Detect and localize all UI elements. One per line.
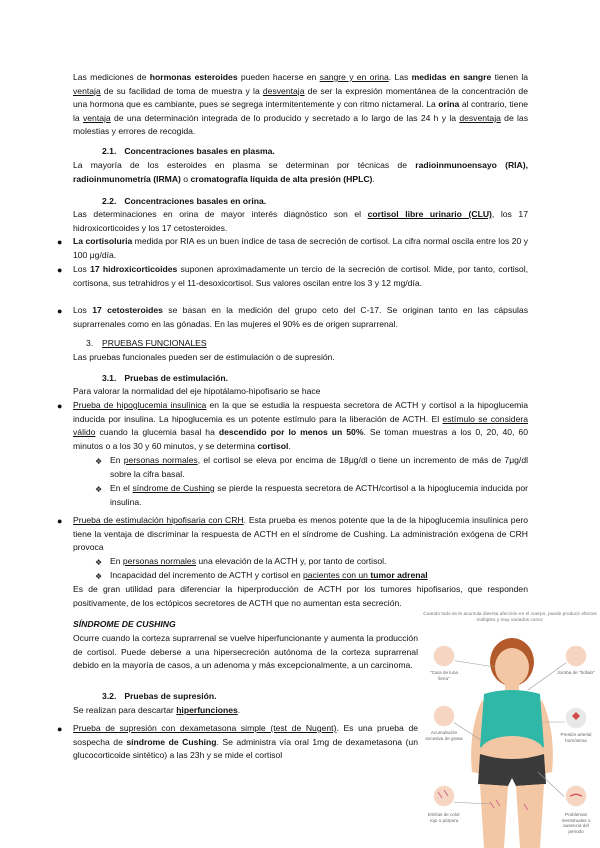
crh-conclusion: Es de gran utilidad para diferenciar la hiperproducción de ACTH por los tumores hipofisarios, que responden positivamente, de los ectópicos secretores de ACTH que no aumentan esta secreción. [73,584,528,608]
section-number-3: 3. [86,338,94,348]
bullet-17-cetosteroides: Los 17 cetosteroides se basan en la medición del grupo ceto del C-17. Se originan tanto en las cápsulas suprarrenales como en las gónadas. En las mujeres el 90% es de origen suprarrenal. [73,305,529,329]
bullet-icon: ● [57,265,63,275]
intro-paragraph: Las mediciones de hormonas esteroides pueden hacerse en sangre y en orina. Las medidas en sangre tienen la ventaja de su facilidad de toma de muestra y la desventaja de ser la expresión momentánea de la concentración de una hormona que es cambiante, pues se segrega intermitentemente y con ritmo nictameral. La orina al contrario, tiene la ventaja de una determinación integrada de lo producido y secretado a lo largo de las 24 h y la desventaja de las molestias y errores de recogida. [73,72,529,137]
bullet-icon: ● [57,724,63,734]
section-heading-3: PRUEBAS FUNCIONALES [102,338,207,348]
label-grasa: Acumulación excesiva de grasa [425,730,463,741]
right-leg-shape [516,784,544,848]
diamond-bullet-icon: ❖ [95,572,103,581]
label-joroba: Joroba de "búfalo" [557,670,595,675]
section-3-text: Las pruebas funcionales pueden ser de estimulación o de supresión. [73,352,335,362]
bullet-icon: ● [57,237,63,247]
hipoglucemia-paragraph: Prueba de hipoglucemia insulínica en la que se estudia la respuesta secretora de ACTH y cortisol a la hipoglucemia inducida por insulina. La hipoglucemia es un potente estímulo para la liberación de ACTH. El estímulo se considera válido cuando la glucemia basal ha descendido por lo menos un 50%. Se toman muestras a los 0, 20, 40, 60 minutos o a los 30 y 60 minutos, y se determina cortisol. [73,400,528,451]
nugent-paragraph: Prueba de supresión con dexametasona simple (test de Nugent). Es una prueba de sospecha de síndrome de Cushing. Se administra vía oral 1mg de dexametasona (un glucocorticoide sintético) a las 23h y se mide el cortisol [73,723,419,761]
diamond-bullet-icon: ❖ [95,485,103,494]
section-heading-2-2: 2.2. Concentraciones basales en orina. [102,196,267,206]
bullet-cortisoluria: La cortisoluria medida por RIA es un buen índice de tasa de secreción de cortisol. La cifra normal oscila entre los 20 y 100 μg/día. [73,236,528,260]
bullet-icon: ● [57,516,63,526]
hipoglucemia-cushing: En el síndrome de Cushing se pierde la respuesta secretora de ACTH/cortisol a la hipoglucemia inducida por insulina. [110,483,529,507]
crh-paragraph: Prueba de estimulación hipofisaria con CRH. Esta prueba es menos potente que la de la hipoglucemia insulínica pero tiene la ventaja de discriminar la respuesta de ACTH en el síndrome de Cushing. La administración exógena de CRH provoca [73,515,528,553]
crh-tumor-adrenal: Incapacidad del incremento de ACTH y cortisol en pacientes con un tumor adrenal [110,570,428,580]
face-shape [495,648,529,686]
label-presion: Presión arterial homónima [560,732,592,743]
label-menstruales: Problemas menstruales o ausencia del periodo [561,812,591,834]
bullet-17-hidroxicorticoides: Los 17 hidroxicorticoides suponen aproximadamente un tercio de la secreción de cortisol. Mide, por tanto, cortisol, cortisona, sus tetrahidros y el 11-desoxicortisol. Sus valores oscilan entre los 3 y 12 mg/día. [73,264,528,288]
left-leg-shape [480,784,508,848]
section-2-1-text: La mayoría de los esteroides en plasma se determinan por técnicas de radioinmunoensayo (RIA), radioinmunometría (IRMA) o cromatografía líquida de alta presión (HPLC). [73,160,528,184]
section-3-1-text: Para valorar la normalidad del eje hipotálamo-hipofisario se hace [73,386,321,396]
illustration-caption: Cuando todo se le acumula diversa afección en el cuerpo, puede producir efectos múltiples y muy variados como: [423,612,597,623]
section-3-2-text: Se realizan para descartar hiperfunciones. [73,705,241,715]
section-heading-3-2: 3.2. Pruebas de supresión. [102,691,217,701]
diamond-bullet-icon: ❖ [95,558,103,567]
cushing-text: Ocurre cuando la corteza suprarrenal se vuelve hiperfuncionante y aumenta la producción de cortisol. Puede deberse a una hipersecreción autónoma de la corteza suprarrenal debido en la mayoría de casos, a un adenoma y más excepcionalmente, a un carcinoma. [73,633,418,671]
section-heading-3-1: 3.1. Pruebas de estimulación. [102,373,228,383]
label-cara-de-luna: "Cara de luna llena" [430,670,458,681]
hipoglucemia-normales: En personas normales, el cortisol se eleva por encima de 18μg/dl o tiene un incremento de más de 7μg/dl sobre la cifra basal. [110,455,529,479]
section-heading-2-1: 2.1. Concentraciones basales en plasma. [102,146,275,156]
bullet-icon: ● [57,401,63,411]
crh-normales: En personas normales una elevación de la ACTH y, por tanto de cortisol. [110,556,387,566]
cushing-heading: SÍNDROME DE CUSHING [73,619,176,629]
section-2-2-text: Las determinaciones en orina de mayor interés diagnóstico son el cortisol libre urinario (CLU), los 17 hidroxicorticoides y los 17 cetosteroides. [73,209,528,233]
cushing-illustration [420,612,600,848]
label-estrias: Estrías de color rojo o púrpura [428,812,460,823]
diamond-bullet-icon: ❖ [95,457,103,466]
bullet-icon: ● [57,306,63,316]
